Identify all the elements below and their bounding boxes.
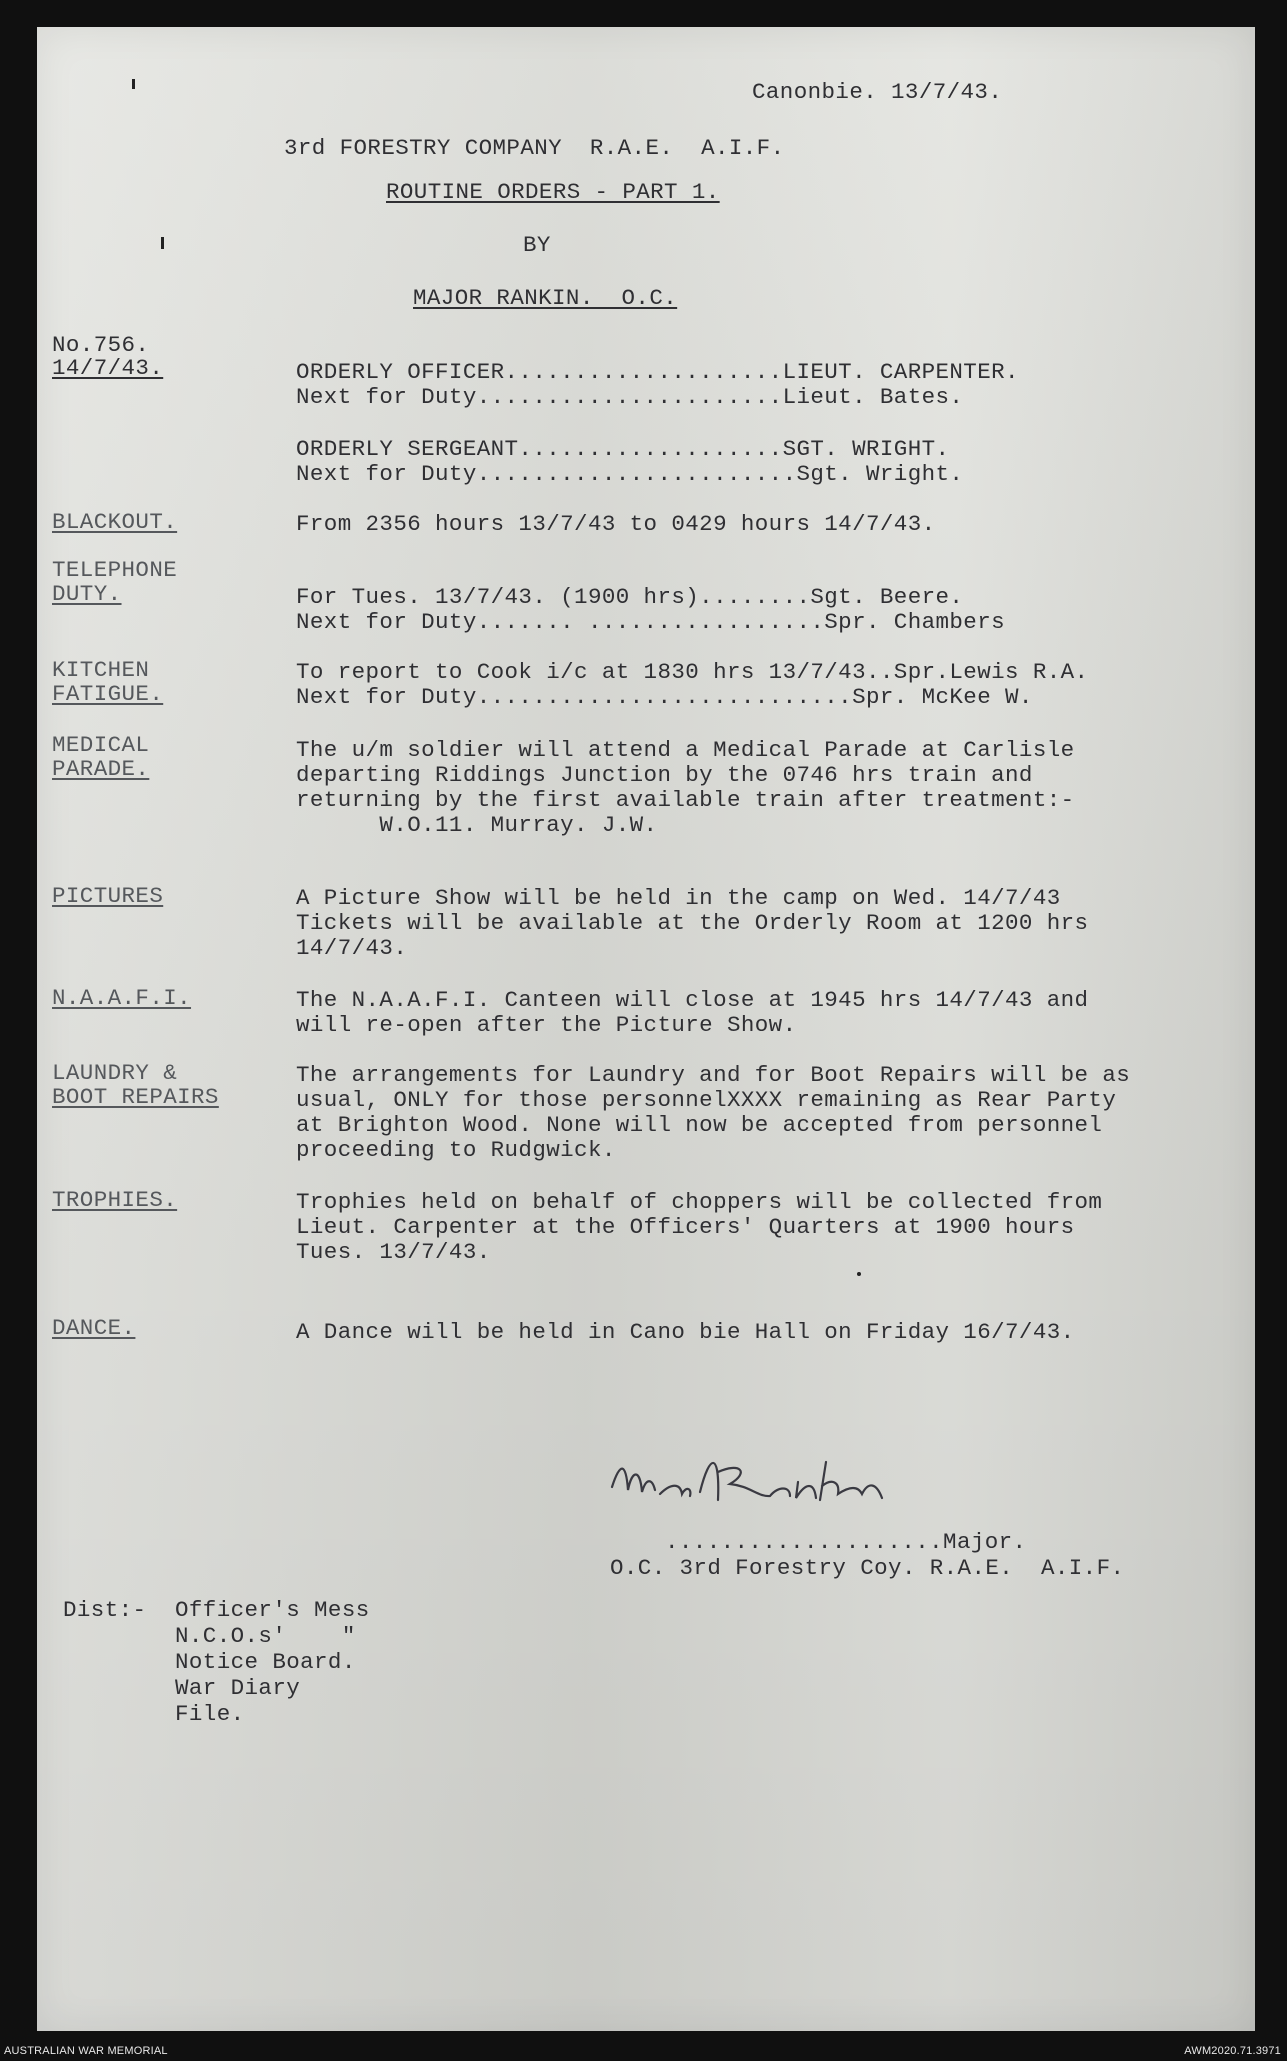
- distribution-item: N.C.O.s' ": [175, 1623, 356, 1649]
- telephone-duty-line-2: Next for Duty....... .................Spr. Chambers: [296, 609, 1006, 635]
- trophies-line-1: Trophies held on behalf of choppers will be collected from: [296, 1189, 1103, 1215]
- orderly-officer-next: Next for Duty......................Lieut. Bates.: [296, 384, 964, 410]
- laundry-line-1: The arrangements for Laundry and for Boot Repairs will be as: [296, 1062, 1131, 1088]
- section-label-medical: MEDICAL: [52, 732, 150, 758]
- medical-parade-line-2: departing Riddings Junction by the 0746 hrs train and: [296, 762, 1033, 788]
- pictures-line-1: A Picture Show will be held in the camp on Wed. 14/7/43: [296, 885, 1061, 911]
- telephone-duty-line-1: For Tues. 13/7/43. (1900 hrs)........Sgt. Beere.: [296, 584, 964, 610]
- by-line: BY: [523, 232, 551, 258]
- section-label-trophies: TROPHIES.: [52, 1187, 178, 1213]
- pictures-line-2: Tickets will be available at the Orderly Room at 1200 hrs: [296, 910, 1089, 936]
- naafi-line-2: will re-open after the Picture Show.: [296, 1012, 797, 1038]
- orderly-officer-line: ORDERLY OFFICER....................LIEUT. CARPENTER.: [296, 359, 1019, 385]
- distribution-item: Officer's Mess: [175, 1597, 370, 1623]
- kitchen-fatigue-line-2: Next for Duty...........................Spr. McKee W.: [296, 684, 1033, 710]
- document-title: ROUTINE ORDERS - PART 1.: [386, 179, 720, 205]
- trophies-line-3: Tues. 13/7/43.: [296, 1239, 491, 1265]
- document-page: [37, 27, 1255, 2031]
- laundry-line-4: proceeding to Rudgwick.: [296, 1137, 616, 1163]
- paper-mark: [132, 79, 135, 89]
- section-label-pictures: PICTURES: [52, 883, 164, 909]
- footer-archive-name: AUSTRALIAN WAR MEMORIAL: [4, 2045, 168, 2057]
- medical-parade-line-1: The u/m soldier will attend a Medical Parade at Carlisle: [296, 737, 1075, 763]
- footer-accession-number: AWM2020.71.3971: [1184, 2045, 1281, 2057]
- trophies-line-2: Lieut. Carpenter at the Officers' Quarters at 1900 hours: [296, 1214, 1075, 1240]
- section-label-naafi: N.A.A.F.I.: [52, 985, 192, 1011]
- signature-rank-line: ....................Major.: [665, 1529, 1027, 1555]
- section-label-dance: DANCE.: [52, 1315, 136, 1341]
- unit-heading: 3rd FORESTRY COMPANY R.A.E. A.I.F.: [284, 135, 785, 161]
- laundry-line-2: usual, ONLY for those personnelXXXX remaining as Rear Party: [296, 1087, 1117, 1113]
- section-label-laundry-2: BOOT REPAIRS: [52, 1084, 219, 1110]
- section-label-telephone: TELEPHONE: [52, 557, 178, 583]
- section-label-blackout: BLACKOUT.: [52, 509, 178, 535]
- section-label-kitchen: KITCHEN: [52, 657, 150, 683]
- distribution-label: Dist:-: [63, 1597, 147, 1623]
- naafi-line-1: The N.A.A.F.I. Canteen will close at 1945 hrs 14/7/43 and: [296, 987, 1089, 1013]
- pictures-line-3: 14/7/43.: [296, 935, 408, 961]
- medical-parade-line-3: returning by the first available train after treatment:-: [296, 787, 1075, 813]
- laundry-line-3: at Brighton Wood. None will now be accepted from personnel: [296, 1112, 1103, 1138]
- distribution-item: War Diary: [175, 1675, 301, 1701]
- dance-text: A Dance will be held in Cano bie Hall on Friday 16/7/43.: [296, 1319, 1075, 1345]
- orderly-sergeant-line: ORDERLY SERGEANT...................SGT. WRIGHT.: [296, 436, 950, 462]
- paper-mark: [857, 1272, 861, 1276]
- order-date: 14/7/43.: [52, 355, 164, 381]
- order-number: No.756.: [52, 332, 150, 358]
- paper-mark: [161, 237, 164, 249]
- section-label-kitchen-2: FATIGUE.: [52, 681, 164, 707]
- orderly-sergeant-next: Next for Duty.......................Sgt. Wright.: [296, 461, 964, 487]
- medical-parade-line-4: W.O.11. Murray. J.W.: [296, 812, 658, 838]
- kitchen-fatigue-line-1: To report to Cook i/c at 1830 hrs 13/7/43..Spr.Lewis R.A.: [296, 659, 1089, 685]
- section-label-medical-2: PARADE.: [52, 756, 150, 782]
- distribution-item: File.: [175, 1701, 245, 1727]
- section-label-laundry: LAUNDRY &: [52, 1060, 178, 1086]
- place-date: Canonbie. 13/7/43.: [752, 79, 1003, 105]
- signature-title-line: O.C. 3rd Forestry Coy. R.A.E. A.I.F.: [610, 1555, 1125, 1581]
- distribution-item: Notice Board.: [175, 1649, 356, 1675]
- section-label-telephone-2: DUTY.: [52, 581, 122, 607]
- issuing-officer: MAJOR RANKIN. O.C.: [413, 285, 678, 311]
- blackout-text: From 2356 hours 13/7/43 to 0429 hours 14/7/43.: [296, 511, 936, 537]
